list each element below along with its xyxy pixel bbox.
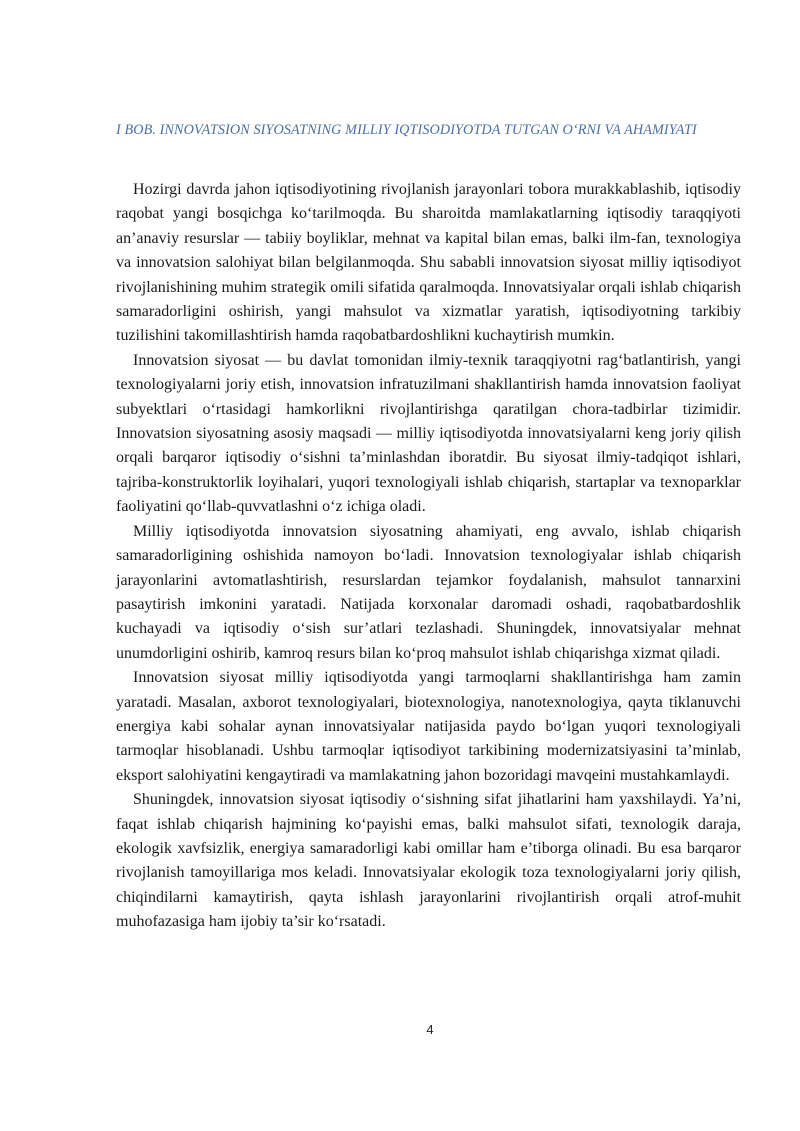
paragraph-3: Milliy iqtisodiyotda innovatsion siyosatning ahamiyati, eng avvalo, ishlab chiqarish samaradorligining oshishida namoyon bo‘ladi. Innovatsion texnologiyalar ishlab chiqarish jarayonlarini avtomatlashtirish, resurslardan tejamkor foydalanish, mahsulot tannarxini pasaytirish imkonini yaratadi. Natijada korxonalar daromadi oshadi, raqobatbardoshlik kuchayadi va iqtisodiy o‘sish sur’atlari tezlashadi. Shuningdek, innovatsiyalar mehnat unumdorligini oshirib, kamroq resurs bilan ko‘proq mahsulot ishlab chiqarishga xizmat qiladi. <box>116 522 741 662</box>
body-text <box>116 178 741 935</box>
paragraph-2: Innovatsion siyosat — bu davlat tomonidan ilmiy-texnik taraqqiyotni rag‘batlantirish, yangi texnologiyalarni joriy etish, innovatsion infratuzilmani shakllantirish hamda innovatsion faoliyat subyektlari o‘rtasidagi hamkorlikni rivojlantirishga qaratilgan chora-tadbirlar tizimidir. Innovatsion siyosatning asosiy maqsadi — milliy iqtisodiyotda innovatsiyalarni keng joriy qilish orqali barqaror iqtisodiy o‘sishni ta’minlashdan iboratdir. Bu siyosat ilmiy-tadqiqot ishlari, tajriba-konstruktorlik loyihalari, yuqori texnologiyali ishlab chiqarish, startaplar va texnoparklar faoliyatini qo‘llab-quvvatlashni o‘z ichiga oladi. <box>116 351 741 516</box>
paragraph-5: Shuningdek, innovatsion siyosat iqtisodiy o‘sishning sifat jihatlarini ham yaxshilaydi. Ya’ni, faqat ishlab chiqarish hajmining ko‘payishi emas, balki mahsulot sifati, texnologik daraja, ekologik xavfsizlik, energiya samaradorligi kabi omillar ham e’tiborga olinadi. Bu esa barqaror rivojlanish tamoyillariga mos keladi. Innovatsiyalar ekologik toza texnologiyalarni joriy qilish, chiqindilarni kamaytirish, qayta ishlash jarayonlarini rivojlantirish orqali atrof-muhit muhofazasiga ham ijobiy ta’sir ko‘rsatadi. <box>116 791 741 931</box>
page-number: 4 <box>426 1022 434 1037</box>
paragraph-1: Hozirgi davrda jahon iqtisodiyotining rivojlanish jarayonlari tobora murakkablashib, iqtisodiy raqobat yangi bosqichga ko‘tarilmoqda. Bu sharoitda mamlakatlarning iqtisodiy taraqqiyoti an’anaviy resurslar — tabiiy boyliklar, mehnat va kapital bilan emas, balki ilm-fan, texnologiya va innovatsion salohiyat bilan belgilanmoqda. Shu sababli innovatsion siyosat milliy iqtisodiyot rivojlanishining muhim strategik omili sifatida qaralmoqda. Innovatsiyalar orqali ishlab chiqarish samaradorligini oshirish, yangi mahsulot va xizmatlar yaratish, iqtisodiyotning tarkibiy tuzilishini takomillashtirish hamda raqobatbardoshlikni kuchaytirish mumkin. <box>116 181 741 345</box>
chapter-heading: I BOB. INNOVATSION SIYOSATNING MILLIY IQTISODIYOTDA TUTGAN O‘RNI VA AHAMIYATI <box>116 122 697 138</box>
paragraph-4: Innovatsion siyosat milliy iqtisodiyotda yangi tarmoqlarni shakllantirishga ham zamin yaratadi. Masalan, axborot texnologiyalari, biotexnologiya, nanotexnologiya, qayta tiklanuvchi energiya kabi sohalar aynan innovatsiyalar natijasida paydo bo‘lgan yuqori texnologiyali tarmoqlar hisoblanadi. Ushbu tarmoqlar iqtisodiyot tarkibining modernizatsiyasini ta’minlab, eksport salohiyatini kengaytiradi va mamlakatning jahon bozoridagi mavqeini mustahkamlaydi. <box>116 669 741 784</box>
